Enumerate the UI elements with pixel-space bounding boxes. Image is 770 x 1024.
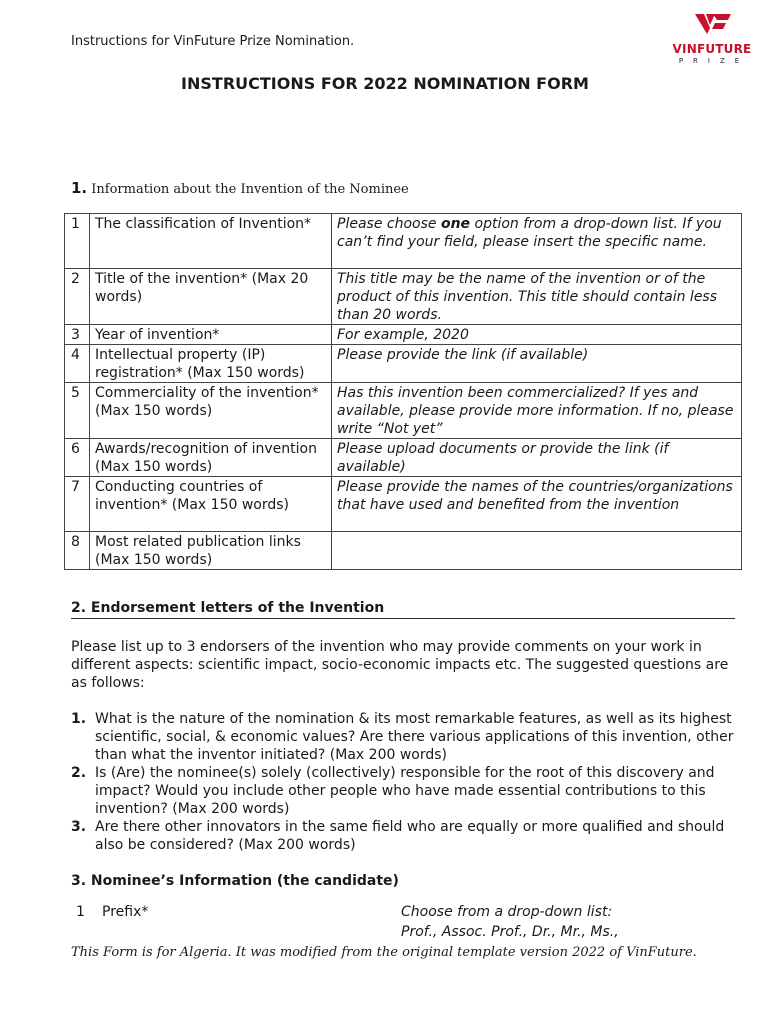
prefix-dropdown-hint[interactable] [401, 902, 619, 942]
row-label: The classification of Invention* [90, 214, 332, 269]
row-hint[interactable]: Please upload documents or provide the link (if available) [332, 439, 742, 477]
hint-text: option from a drop-down list. If you can’t find your field, please insert the specific name. [337, 216, 722, 250]
table-row [65, 269, 742, 325]
table-row [65, 439, 742, 477]
row-hint[interactable] [332, 214, 742, 269]
row-number: 5 [65, 383, 90, 439]
table-row [65, 477, 742, 532]
row-hint[interactable]: For example, 2020 [332, 325, 742, 345]
header-note: Instructions for VinFuture Prize Nomination. [71, 34, 355, 49]
row-label: Title of the invention* (Max 20 words) [90, 269, 332, 325]
row-hint[interactable]: Please provide the names of the countries/organizations that have used and benefited from the invention [332, 477, 742, 532]
row-number: 4 [65, 345, 90, 383]
question-number: 2. [71, 765, 87, 781]
section-2-intro: Please list up to 3 endorsers of the invention who may provide comments on your work in different aspects: scientific impact, socio-economic impacts etc. The suggested questions are as follows: [71, 639, 729, 691]
row-hint[interactable]: Please provide the link (if available) [332, 345, 742, 383]
row-hint[interactable]: Has this invention been commercialized? If yes and available, please provide more information. If no, please write “Not yet” [332, 383, 742, 439]
logo-wordmark: VINFUTURE [672, 42, 752, 56]
table-row [65, 214, 742, 269]
row-label: Most related publication links (Max 150 words) [90, 532, 332, 570]
question-text: What is the nature of the nomination & its most remarkable features, as well as its highest scientific, social, & economic values? Are there various applications of this invention, other than what the inventor initiated? (Max 200 words) [95, 711, 734, 763]
table-row [65, 325, 742, 345]
row-label: Intellectual property (IP) registration* (Max 150 words) [90, 345, 332, 383]
nominee-row-number: 1 [76, 904, 85, 920]
invention-info-table [64, 213, 742, 570]
row-label: Year of invention* [90, 325, 332, 345]
table-row [65, 532, 742, 570]
section-1-number: 1. [71, 179, 88, 197]
hint-emphasis: one [440, 216, 471, 232]
row-number: 3 [65, 325, 90, 345]
row-number: 7 [65, 477, 90, 532]
section-3-heading: 3. Nominee’s Information (the candidate) [71, 873, 399, 889]
section-2-divider [71, 618, 735, 619]
vinfuture-logo-icon [695, 12, 731, 40]
row-number: 6 [65, 439, 90, 477]
question-number: 3. [71, 819, 87, 835]
question-number: 1. [71, 711, 87, 727]
list-item [71, 764, 741, 818]
table-row [65, 345, 742, 383]
hint-text: Please choose [337, 216, 441, 232]
endorsement-questions [71, 710, 741, 854]
row-label: Awards/recognition of invention (Max 150 words) [90, 439, 332, 477]
list-item [71, 710, 741, 764]
page-title: INSTRUCTIONS FOR 2022 NOMINATION FORM [181, 74, 589, 93]
nominee-row-label: Prefix* [102, 904, 149, 920]
hint-line: Choose from a drop-down list: [401, 904, 613, 920]
row-hint[interactable]: This title may be the name of the invention or of the product of this invention. This title should contain less than 20 words. [332, 269, 742, 325]
footer-note: This Form is for Algeria. It was modified from the original template version 2022 of VinFuture. [71, 945, 697, 960]
section-1-text: Information about the Invention of the Nominee [91, 182, 409, 197]
logo-subtitle: PRIZE [678, 57, 750, 65]
row-number: 8 [65, 532, 90, 570]
section-2-heading: 2. Endorsement letters of the Invention [71, 600, 385, 616]
hint-line: Prof., Assoc. Prof., Dr., Mr., Ms., [401, 924, 619, 940]
row-label: Conducting countries of invention* (Max 150 words) [90, 477, 332, 532]
row-hint[interactable] [332, 532, 742, 570]
question-text: Are there other innovators in the same field who are equally or more qualified and should also be considered? (Max 200 words) [95, 819, 725, 853]
question-text: Is (Are) the nominee(s) solely (collectively) responsible for the root of this discovery and impact? Would you include other people who have made essential contributions to this invention? (Max 200 words) [95, 765, 715, 817]
section-1-heading [71, 179, 409, 197]
row-number: 1 [65, 214, 90, 269]
list-item [71, 818, 741, 854]
table-row [65, 383, 742, 439]
row-number: 2 [65, 269, 90, 325]
row-label: Commerciality of the invention* (Max 150 words) [90, 383, 332, 439]
vinfuture-logo [668, 12, 756, 68]
